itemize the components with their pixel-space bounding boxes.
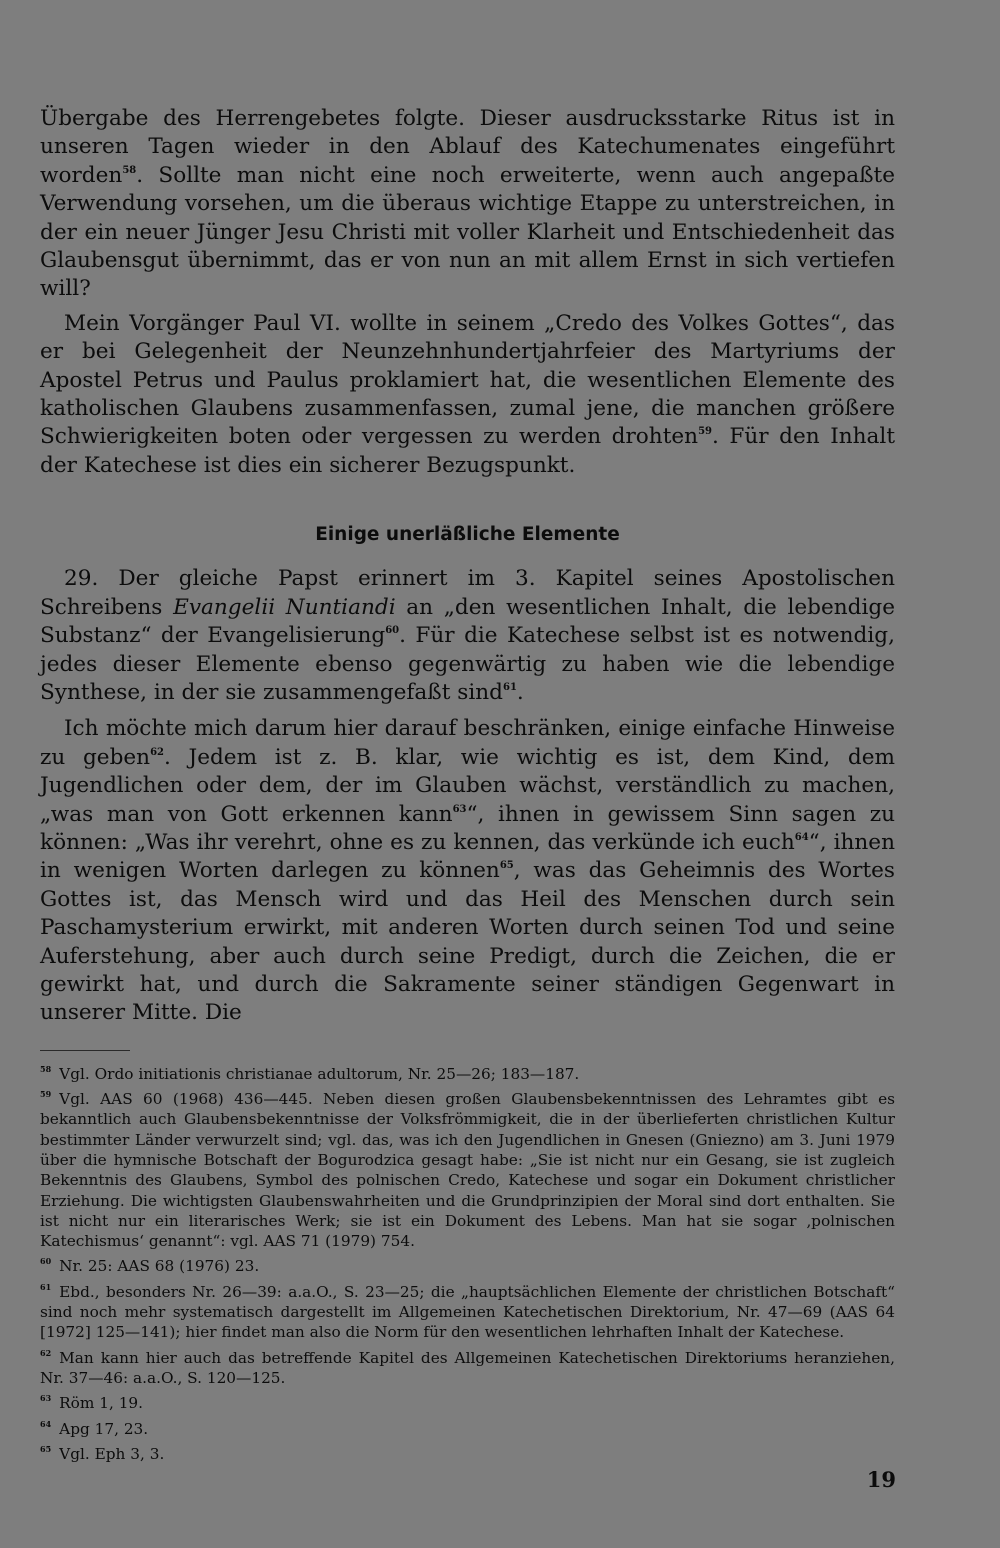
text-run: 29. Der gleiche Papst erinnert im 3. Kapitel seines Apostolischen Schreibens <box>40 566 895 620</box>
footnote-number: 61 <box>40 1281 52 1292</box>
footnote-text: Röm 1, 19. <box>59 1394 144 1413</box>
footnote <box>40 1439 895 1464</box>
footnote-text: Vgl. Eph 3, 3. <box>59 1444 165 1463</box>
page-number: 19 <box>866 1467 896 1492</box>
page-content <box>40 105 895 1464</box>
section-text <box>40 565 895 1028</box>
footnote-reference: 60 <box>385 625 400 637</box>
footnote-number: 62 <box>40 1347 52 1358</box>
footnote-reference: 58 <box>122 164 137 176</box>
footnote-number: 63 <box>40 1393 52 1404</box>
section-paragraph <box>40 565 895 707</box>
text-run: , was das Geheimnis des Wortes Gottes ist, das Mensch wird und das Heil des Menschen durch sein Paschamysterium erwirkt, mit anderen Worten durch seinen Tod und seine Auferstehung, aber auch durch seine Predigt, durch die Zeichen, die er gewirkt hat, und durch die Sakramente seiner ständigen Gegenwart in unserer Mitte. Die <box>40 858 895 1026</box>
footnote-text: Apg 17, 23. <box>59 1419 149 1438</box>
text-run: . Für den Inhalt der Katechese ist dies ein sicherer Bezugspunkt. <box>40 424 895 478</box>
text-run: . Sollte man nicht eine noch erweiterte, wenn auch angepaßte Verwendung vorsehen, um die überaus wichtige Etappe zu unterstreichen, in der ein neuer Jünger Jesu Christi mit voller Klarheit und Entschiedenheit das Glaubensgut übernimmt, das er von nun an mit allem Ernst in sich vertiefen will? <box>40 162 895 302</box>
footnote-number: 59 <box>40 1089 52 1100</box>
text-run: Übergabe des Herrengebetes folgte. Dieser ausdrucksstarke Ritus ist in unseren Tagen wieder in den Ablauf des Katechumenates eingeführt worden <box>40 106 895 188</box>
footnote-reference: 65 <box>499 860 514 872</box>
footnote-reference: 64 <box>794 831 809 843</box>
footnote-text: Vgl. AAS 60 (1968) 436—445. Neben diesen großen Glaubensbekenntnissen des Lehramtes gibt es bekanntlich auch Glaubensbekenntnisse der Volksfrömmigkeit, die in der überlieferten christlichen Kultur bestimmter Länder verwurzelt sind; vgl. das, was ich den Jugendlichen in Gnesen (Gniezno) am 3. Juni 1979 über die hymnische Botschaft der Bogurodzica gesagt habe: „Sie ist nicht nur ein Gesang, sie ist zugleich Bekenntnis des Glaubens, Symbol des polnischen Credo, Katechese und sogar ein Dokument christlicher Erziehung. Die wichtigsten Glaubenswahrheiten und die Grundprinzipien der Moral sind dort enthalten. Sie ist nicht nur ein literarisches Werk; sie ist ein Dokument des Lebens. Man hat sie sogar ‚polnischen Katechismus‘ genannt“: vgl. AAS 71 (1979) 754. <box>40 1090 895 1251</box>
footnote-rule <box>40 1050 130 1051</box>
footnote-text: Man kann hier auch das betreffende Kapitel des Allgemeinen Katechetischen Direktoriums heranziehen, Nr. 37—46: a.a.O., S. 120—125. <box>40 1348 895 1387</box>
footnote-reference: 59 <box>698 426 712 438</box>
footnote <box>40 1414 895 1439</box>
section-heading: Einige unerläßliche Elemente <box>315 524 620 546</box>
body-paragraph <box>40 310 895 480</box>
footnote <box>40 1343 895 1389</box>
footnote-text: Vgl. Ordo initiationis christianae adultorum, Nr. 25—26; 183—187. <box>59 1064 580 1083</box>
text-run: . Für die Katechese selbst ist es notwendig, jedes dieser Elemente ebenso gegenwärtig zu haben wie die lebendige Synthese, in der sie zusammengefaßt sind <box>40 623 895 705</box>
footnote <box>40 1084 895 1251</box>
text-run: “, ihnen in wenigen Worten darlegen zu können <box>40 829 895 884</box>
footnote-text: Nr. 25: AAS 68 (1976) 23. <box>59 1257 260 1276</box>
text-run: Ich möchte mich darum hier darauf beschränken, einige einfache Hinweise zu geben <box>40 716 895 770</box>
footnote <box>40 1277 895 1343</box>
body-paragraph <box>40 105 895 304</box>
text-run: . <box>516 679 524 705</box>
text-run: Mein Vorgänger Paul VI. wollte in seinem „Credo des Volkes Gottes“, das er bei Gelegenheit der Neunzehnhundertjahrfeier des Martyriums der Apostel Petrus und Paulus proklamiert hat, die wesentlichen Elemente des katholischen Glaubens zusammenfassen, zumal jene, die manchen größere Schwierigkeiten boten oder vergessen zu werden drohten <box>40 310 895 450</box>
footnote-reference: 62 <box>150 746 164 758</box>
footnote <box>40 1388 895 1413</box>
footnote-reference: 63 <box>452 803 467 815</box>
footnote-number: 64 <box>40 1418 52 1429</box>
text-run: . Jedem ist z. B. klar, wie wichtig es ist, dem Kind, dem Jugendlichen oder dem, der im Glauben wächst, verständlich zu machen, „was man von Gott erkennen kann <box>40 744 895 827</box>
footnote-number: 58 <box>40 1063 52 1074</box>
footnote-reference: 61 <box>502 681 517 693</box>
footnote <box>40 1059 895 1084</box>
italic-title: Evangelii Nuntiandi <box>173 594 396 620</box>
footnote-number: 60 <box>40 1256 52 1267</box>
text-run: “, ihnen in gewissem Sinn sagen zu können: „Was ihr verehrt, ohne es zu kennen, das verkünde ich euch <box>40 801 895 855</box>
section-paragraph <box>40 715 895 1027</box>
text-run: an „den wesentlichen Inhalt, die lebendige Substanz“ der Evangelisierung <box>40 594 895 649</box>
footnote-number: 65 <box>40 1443 52 1454</box>
footnotes <box>40 1059 895 1464</box>
footnote <box>40 1251 895 1276</box>
body-text <box>40 105 895 480</box>
footnote-text: Ebd., besonders Nr. 26—39: a.a.O., S. 23—25; die „hauptsächlichen Elemente der christlichen Botschaft“ sind noch mehr systematisch dargestellt im Allgemeinen Katechetischen Direktorium, Nr. 47—69 (AAS 64 [1972] 125—141); hier findet man also die Norm für den wesentlichen lehrhaften Inhalt der Katechese. <box>40 1282 895 1342</box>
